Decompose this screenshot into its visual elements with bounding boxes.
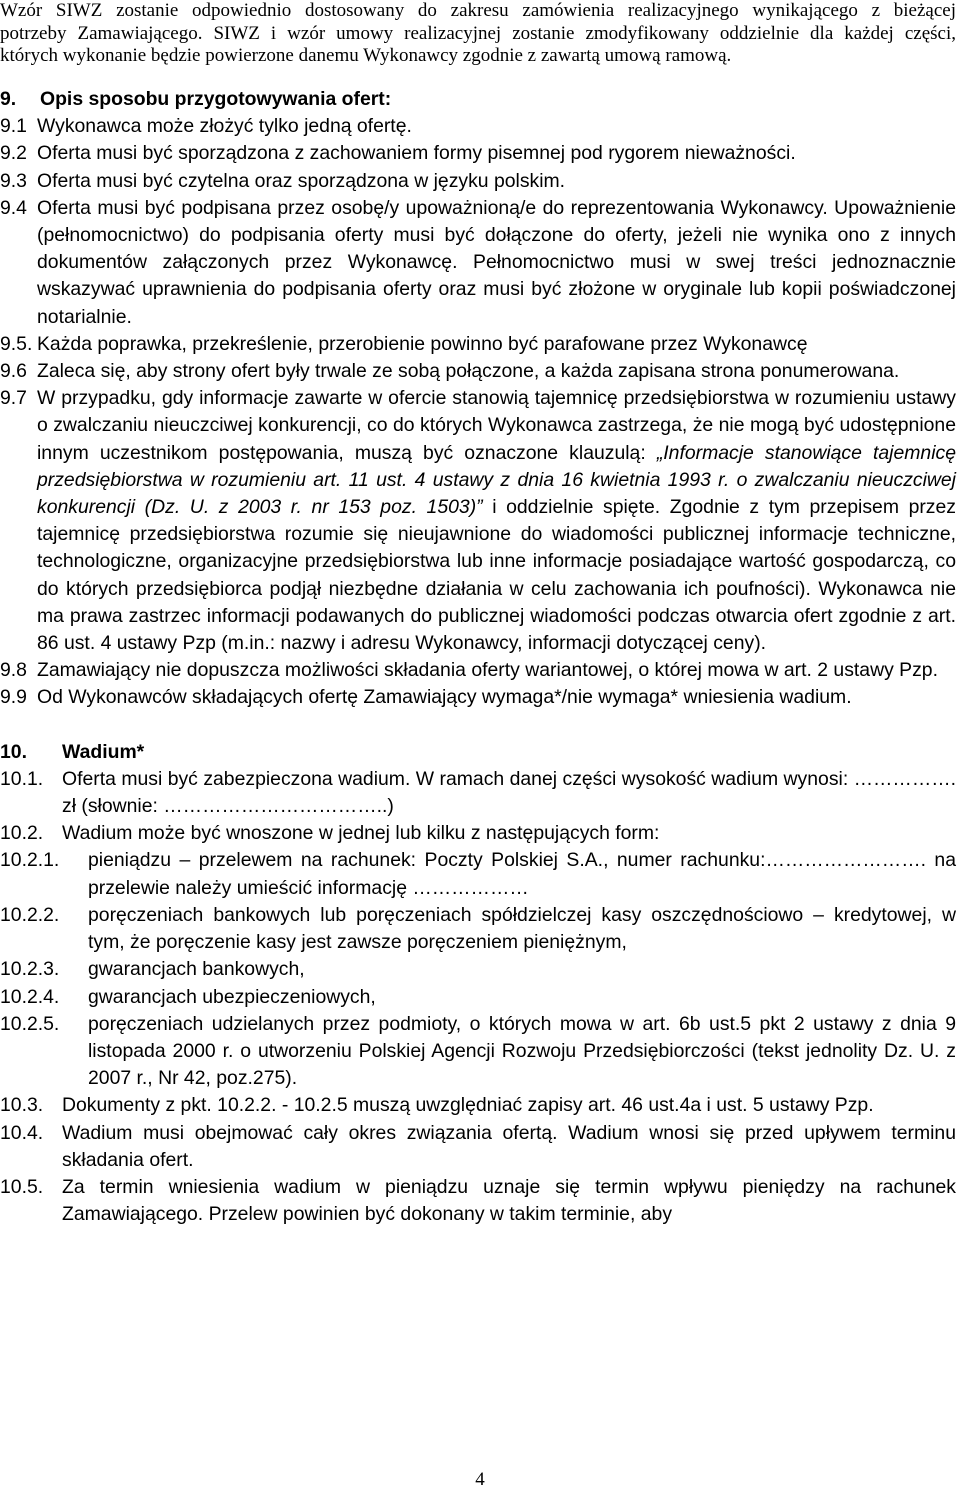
list-item bbox=[0, 385, 956, 657]
item-text: Od Wykonawców składających ofertę Zamawiający wymaga*/nie wymaga* wniesienia wadium. bbox=[37, 686, 852, 709]
section-10-number: 10. bbox=[0, 740, 27, 763]
item-text: Oferta musi być zabezpieczona wadium. W ramach danej części wysokość wadium wynosi: ……………. zł (słownie: ……………………………..) bbox=[62, 767, 956, 818]
list-item bbox=[0, 140, 956, 167]
intro-line: których wykonanie będzie powierzone danemu Wykonawcy zgodnie z zawartą umową ramową. bbox=[0, 45, 732, 66]
item-number: 9.6 bbox=[0, 360, 27, 383]
item-number: 10.2. bbox=[0, 822, 44, 845]
list-item bbox=[0, 1120, 956, 1174]
item-number: 9.9 bbox=[0, 686, 27, 709]
page-number: 4 bbox=[475, 1469, 485, 1490]
document-body bbox=[0, 86, 956, 1228]
list-item bbox=[0, 984, 956, 1011]
item-text: Dokumenty z pkt. 10.2.2. - 10.2.5 muszą uwzględniać zapisy art. 46 ust.4a i ust. 5 ustawy Pzp. bbox=[62, 1094, 874, 1117]
list-item bbox=[0, 331, 956, 358]
list-item bbox=[0, 1011, 956, 1093]
item-number: 10.1. bbox=[0, 767, 44, 790]
list-item bbox=[0, 956, 956, 983]
item-number: 10.2.5. bbox=[0, 1012, 60, 1035]
item-text: Zamawiający nie dopuszcza możliwości składania oferty wariantowej, o której mowa w art. 2 ustawy Pzp. bbox=[37, 659, 938, 682]
item-number: 9.1 bbox=[0, 115, 27, 138]
clause-quote: „Informacje stanowiące tajemnicę przedsiębiorstwa w rozumieniu art. 11 ust. 4 ustawy z dnia 16 kwietnia 1993 r. o zwalczaniu nieuczciwej konkurencji (Dz. U. z 2003 r. nr 153 poz. 1503)” bbox=[37, 441, 956, 519]
list-item bbox=[0, 684, 956, 711]
item-number: 10.2.4. bbox=[0, 985, 60, 1008]
item-number: 10.4. bbox=[0, 1121, 44, 1144]
item-text: Za termin wniesienia wadium w pieniądzu uznaje się termin wpływu pieniędzy na rachunek Zamawiającego. Przelew powinien być dokonany w takim terminie, aby bbox=[62, 1175, 956, 1226]
item-number: 10.5. bbox=[0, 1175, 44, 1198]
item-text: Oferta musi być podpisana przez osobę/y upoważnioną/e do reprezentowania Wykonawcy. Upoważnienie (pełnomocnictwo) do podpisania oferty musi być dołączone do oferty, jeżeli nie wynika ono z innych dokumentów załączonych przez Wykonawcę. Pełnomocnictwo musi w swej treści jednoznacznie wskazywać uprawnienia do podpisania oferty oraz musi być złożone w oryginale lub kopii poświadczonej notarialnie. bbox=[37, 196, 956, 328]
item-text-compound bbox=[37, 385, 956, 657]
item-number: 10.2.3. bbox=[0, 958, 60, 981]
item-number: 9.3 bbox=[0, 169, 27, 192]
item-text: poręczeniach bankowych lub poręczeniach spółdzielczej kasy oszczędnościowo – kredytowej, w tym, że poręczenie kasy jest zawsze poręczeniem pieniężnym, bbox=[88, 903, 956, 954]
section-9-heading bbox=[0, 86, 956, 113]
list-item bbox=[0, 820, 956, 847]
list-item bbox=[0, 168, 956, 195]
item-text: Zaleca się, aby strony ofert były trwale ze sobą połączone, a każda zapisana strona ponumerowana. bbox=[37, 360, 900, 383]
section-10-title: Wadium* bbox=[62, 740, 145, 763]
list-item bbox=[0, 1092, 956, 1119]
item-text: gwarancjach bankowych, bbox=[88, 958, 305, 981]
item-text-part: i oddzielnie spięte. Zgodnie z tym przepisem przez tajemnicę przedsiębiorstwa rozumie się nieujawnione do wiadomości publicznej informacje techniczne, technologiczne, organizacyjne przedsiębiorstwa lub inne informacje posiadające wartość gospodarczą, co do których przedsiębiorca podjął niezbędne działania w celu zachowania ich poufności). Wykonawca nie ma prawa zastrzec informacji podawanych do publicznej wiadomości podczas otwarcia ofert zgodnie z art. 86 ust. 4 ustawy Pzp (m.in.: nazwy i adresu Wykonawcy, informacji dotyczącej ceny). bbox=[37, 496, 956, 655]
item-number: 10.3. bbox=[0, 1094, 44, 1117]
item-number: 9.7 bbox=[0, 387, 27, 410]
item-text: Oferta musi być sporządzona z zachowaniem formy pisemnej pod rygorem nieważności. bbox=[37, 142, 796, 165]
section-spacer bbox=[0, 712, 956, 739]
list-item bbox=[0, 113, 956, 140]
intro-line: Wzór SIWZ zostanie odpowiednio dostosowany do zakresu zamówienia realizacyjnego wynikającego z bieżącej bbox=[0, 0, 956, 21]
item-text: Oferta musi być czytelna oraz sporządzona w języku polskim. bbox=[37, 169, 566, 192]
item-text: gwarancjach ubezpieczeniowych, bbox=[88, 985, 376, 1008]
list-item bbox=[0, 1174, 956, 1228]
section-10-heading bbox=[0, 739, 956, 766]
item-number: 9.5. bbox=[0, 332, 33, 355]
list-item bbox=[0, 358, 956, 385]
section-9-title: Opis sposobu przygotowywania ofert: bbox=[40, 88, 392, 110]
item-text: Każda poprawka, przekreślenie, przerobienie powinno być parafowane przez Wykonawcę bbox=[37, 332, 808, 355]
list-item bbox=[0, 902, 956, 956]
item-number: 9.2 bbox=[0, 142, 27, 165]
item-number: 10.2.1. bbox=[0, 849, 60, 872]
item-text: Wadium może być wnoszone w jednej lub kilku z następujących form: bbox=[62, 822, 660, 845]
list-item bbox=[0, 657, 956, 684]
item-number: 9.8 bbox=[0, 659, 27, 682]
item-text: pieniądzu – przelewem na rachunek: Poczty Polskiej S.A., numer rachunku:……………………. na przelewie należy umieścić informację ……………… bbox=[88, 849, 956, 899]
list-item bbox=[0, 766, 956, 820]
intro-paragraph bbox=[0, 0, 956, 68]
item-text: Wykonawca może złożyć tylko jedną ofertę. bbox=[37, 115, 412, 138]
item-number: 10.2.2. bbox=[0, 903, 60, 926]
intro-line: potrzeby Zamawiającego. SIWZ i wzór umowy realizacyjnej zostanie zmodyfikowany oddzielnie dla każdej części, bbox=[0, 22, 956, 44]
item-text: poręczeniach udzielanych przez podmioty, o których mowa w art. 6b ust.5 pkt 2 ustawy z dnia 9 listopada 2000 r. o utworzeniu Polskiej Agencji Rozwoju Przedsiębiorczości (tekst jednolity Dz. U. z 2007 r., Nr 42, poz.275). bbox=[88, 1012, 956, 1090]
section-9-number: 9. bbox=[0, 88, 17, 110]
item-number: 9.4 bbox=[0, 196, 27, 219]
item-text-part: W przypadku, gdy informacje zawarte w ofercie stanowią tajemnicę przedsiębiorstwa w rozumieniu ustawy o zwalczaniu nieuczciwej konkurencji, co do których Wykonawca zastrzega, że nie mogą być udostępnione innym uczestnikom postępowania, muszą być oznaczone klauzulą: bbox=[37, 387, 956, 464]
list-item bbox=[0, 195, 956, 331]
item-text: Wadium musi obejmować cały okres związania ofertą. Wadium wnosi się przed upływem terminu składania ofert. bbox=[62, 1121, 956, 1171]
list-item bbox=[0, 847, 956, 901]
